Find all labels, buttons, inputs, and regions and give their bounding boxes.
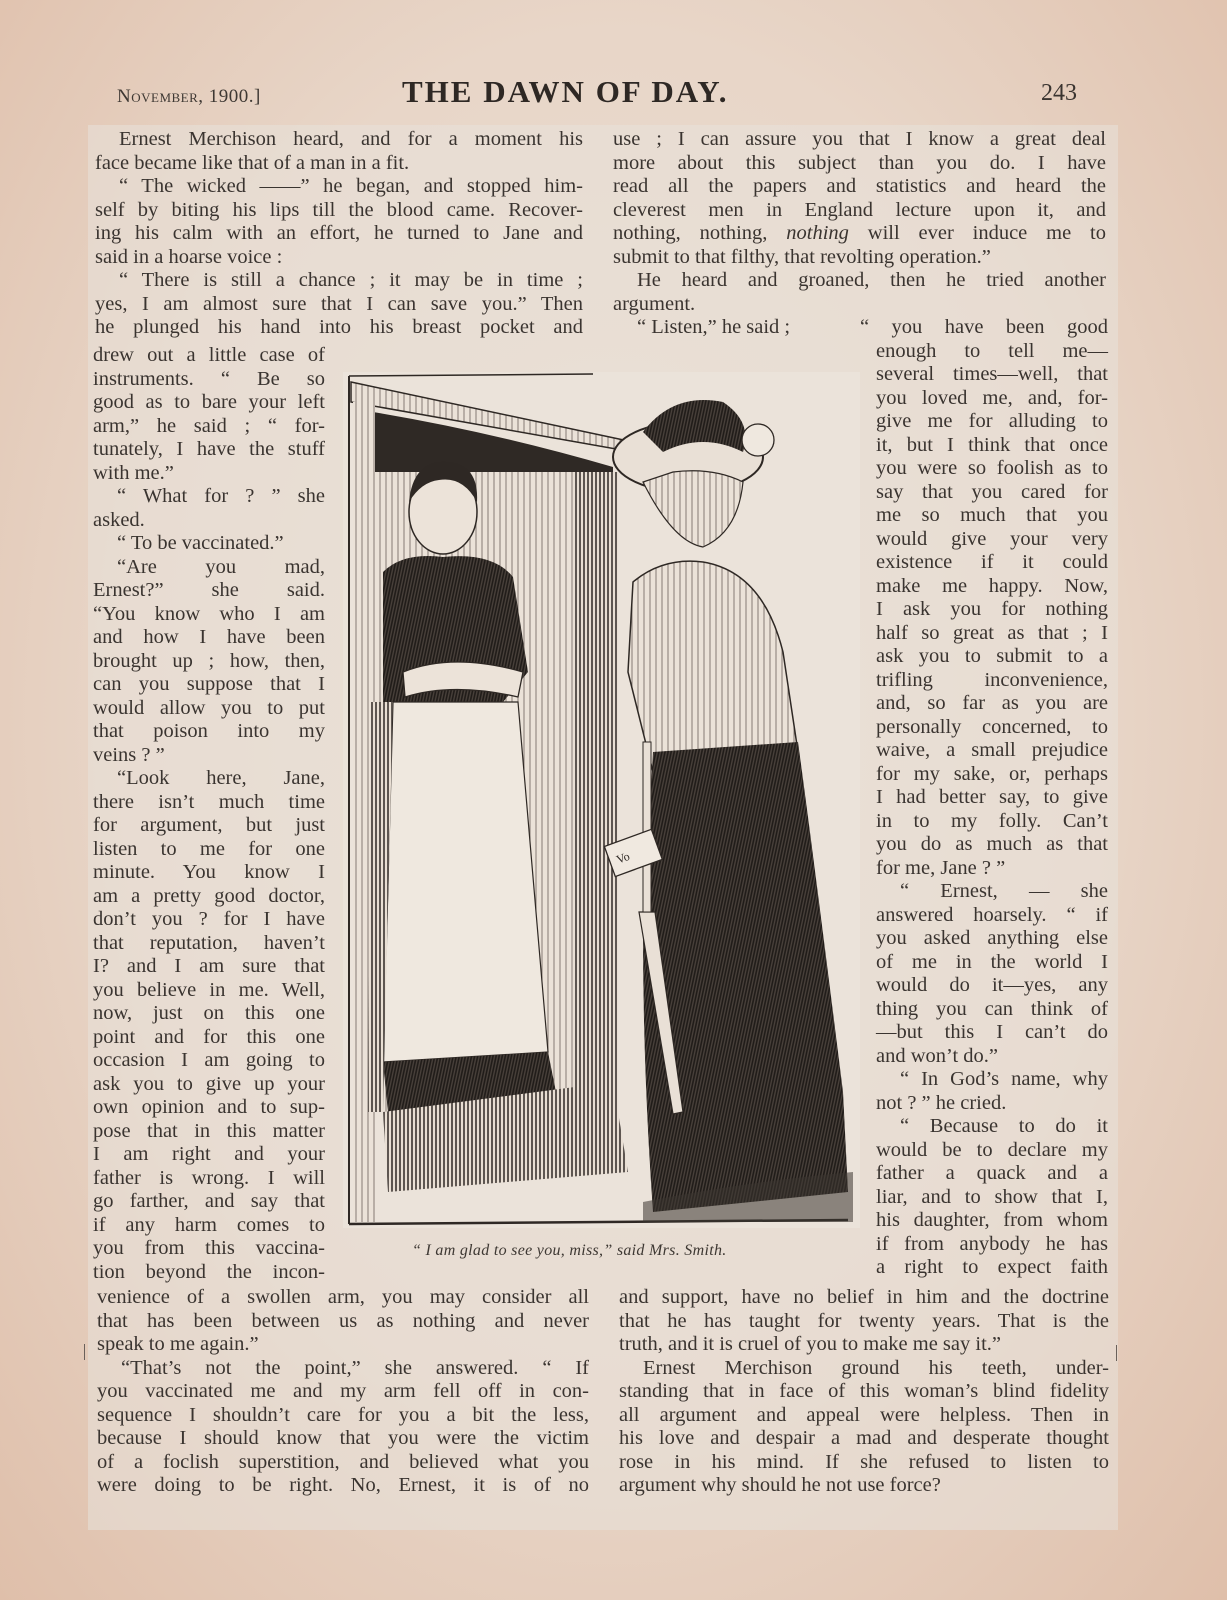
text-line: you asked anything else [876, 927, 1108, 949]
text-line: good as to bare your left [93, 391, 325, 413]
text-line: for argument, but just [93, 814, 325, 836]
text-line: drew out a little case of [93, 344, 325, 366]
text-line: you were so foolish as to [876, 457, 1108, 479]
text-line: Ernest Merchison heard, and for a moment his [119, 128, 583, 150]
text-line: it, but I think that once [876, 433, 1108, 456]
text-line: face became like that of a man in a fit. [95, 151, 410, 174]
text-line: listen to me for one [93, 837, 325, 860]
text-line: ing his calm with an effort, he turned to Jane and [95, 222, 583, 244]
text-line: and how I have been [93, 626, 325, 648]
text-line: “ The wicked ——” he began, and stopped him- [119, 175, 583, 197]
text-line: venience of a swollen arm, you may consider all [97, 1286, 589, 1308]
text-line: of me in the world I [876, 950, 1108, 973]
text-line: can you suppose that I [93, 673, 325, 695]
left-column-bottom [97, 1286, 589, 1498]
text-line: tunately, I have the stuff [93, 438, 325, 460]
text-line: several times—well, that [876, 363, 1108, 385]
text-line: that poison into my [93, 720, 325, 742]
text-line: “ Because to do it [900, 1115, 1108, 1137]
text-line: existence if it could [876, 551, 1108, 573]
text-line: for my sake, or, perhaps [876, 762, 1108, 785]
text-line: if any harm comes to [93, 1213, 325, 1236]
text-line: tion beyond the incon- [93, 1260, 325, 1283]
text-line: and, so far as you are [876, 692, 1108, 714]
text-line: if from anybody he has [876, 1232, 1108, 1255]
text-line: would be to declare my [876, 1138, 1108, 1161]
text-line: don’t you ? for I have [93, 908, 325, 930]
text-line: trifling inconvenience, [876, 668, 1108, 691]
text-line: for me, Jane ? ” [876, 856, 1006, 879]
text-line: asked. [93, 508, 145, 531]
text-line: speak to me again.” [97, 1333, 259, 1355]
text-line: father is wrong. I will [93, 1166, 325, 1189]
text-line: in to my folly. Can’t [876, 809, 1108, 832]
text-line: standing that in face of this woman’s blind fidelity [619, 1380, 1109, 1402]
text-line: his love and despair a mad and desperate thought [619, 1427, 1109, 1449]
text-line: with me.” [93, 461, 174, 484]
left-column-narrow [93, 344, 325, 1284]
text-line: I ask you for nothing [876, 598, 1108, 620]
text-line: “Are you mad, [117, 555, 325, 578]
text-line: “Look here, Jane, [117, 767, 325, 789]
text-line: “ To be vaccinated.” [117, 532, 284, 554]
text-line: there isn’t much time [93, 790, 325, 813]
text-line: submit to that filthy, that revolting operation.” [613, 245, 991, 268]
text-line: “ you have been good [860, 316, 1108, 338]
text-line: “ What for ? ” she [117, 485, 325, 507]
text-line: answered hoarsely. “ if [876, 903, 1108, 926]
text-line: and won’t do.” [876, 1044, 999, 1067]
envelope-mark: Vo [614, 848, 632, 867]
text-line: yes, I am almost sure that I can save you.” Then [95, 292, 583, 315]
text-line: all argument and appeal were helpless. Then in [619, 1403, 1109, 1426]
margin-mark [1116, 1345, 1117, 1361]
issue-date: November, 1900.] [117, 86, 261, 107]
text-line: minute. You know I [93, 861, 325, 883]
text-line: arm,” he said ; “ for- [93, 414, 325, 437]
illustration-drawing [343, 372, 860, 1228]
text-line: his daughter, from whom [876, 1209, 1108, 1231]
text-line: self by biting his lips till the blood came. Recover- [95, 198, 583, 221]
text-line: you from this vaccina- [93, 1237, 325, 1259]
text-line: would give your very [876, 527, 1108, 550]
text-line: father a quack and a [876, 1162, 1108, 1184]
emphasis-nothing: nothing [786, 222, 849, 244]
text-line: you believe in me. Well, [93, 978, 325, 1001]
text-line: waive, a small prejudice [876, 739, 1108, 761]
text-line: liar, and to show that I, [876, 1185, 1108, 1208]
text-line: because I should know that you were the victim [97, 1427, 589, 1449]
text-line: argument. [613, 292, 696, 315]
text-line: not ? ” he cried. [876, 1091, 1007, 1114]
text-fragment: nothing, nothing, [613, 222, 787, 244]
text-line: I? and I am sure that [93, 955, 325, 977]
text-line: —but this I can’t do [876, 1021, 1108, 1043]
text-line: he plunged his hand into his breast pocket and [95, 316, 583, 338]
text-line: “ There is still a chance ; it may be in time ; [119, 269, 583, 291]
text-line: sequence I shouldn’t care for you a bit the less, [97, 1403, 589, 1426]
text-line: am a pretty good doctor, [93, 884, 325, 907]
text-line: that he has taught for twenty years. That is the [619, 1309, 1109, 1332]
text-line: Ernest Merchison ground his teeth, under- [643, 1356, 1109, 1379]
text-line: that reputation, haven’t [93, 931, 325, 954]
text-line: occasion I am going to [93, 1049, 325, 1071]
text-line: said in a hoarse voice : [95, 245, 283, 268]
text-line: rose in his mind. If she refused to listen to [619, 1450, 1109, 1473]
text-line: argument why should he not use force? [619, 1474, 941, 1496]
text-line: use ; I can assure you that I know a great deal [613, 128, 1106, 150]
text-line: you loved me, and, for- [876, 386, 1108, 409]
text-line: personally concerned, to [876, 715, 1108, 738]
text-line: now, just on this one [93, 1002, 325, 1024]
text-line: a right to expect faith [876, 1256, 1108, 1278]
text-line: “ Ernest, — she [900, 880, 1108, 902]
illustration-caption: “ I am glad to see you, miss,” said Mrs. Smith. [412, 1242, 727, 1259]
text-line: cleverest men in England lecture upon it, and [613, 198, 1106, 221]
text-line: thing you can think of [876, 997, 1108, 1020]
right-column-top [613, 128, 1106, 340]
text-line: were doing to be right. No, Ernest, it is of no [97, 1474, 589, 1496]
text-line: veins ? ” [93, 743, 165, 766]
text-fragment: will ever induce me to [848, 222, 1106, 244]
text-line: would do it—yes, any [876, 974, 1108, 996]
text-line: Ernest?” she said. [93, 579, 325, 601]
engraving-illustration [343, 372, 860, 1228]
text-line: and support, have no belief in him and the doctrine [619, 1286, 1109, 1308]
text-line: give me for alluding to [876, 410, 1108, 432]
text-line: “ In God’s name, why [900, 1068, 1108, 1090]
text-line: “ Listen,” he said ; [637, 316, 791, 338]
right-column-bottom [619, 1286, 1109, 1498]
text-line: make me happy. Now, [876, 574, 1108, 597]
text-line: ask you to submit to a [876, 645, 1108, 667]
text-line: “You know who I am [93, 602, 325, 625]
right-column-narrow [860, 316, 1108, 1280]
text-line: of a foclish superstition, and believed what you [97, 1450, 589, 1473]
text-line: you vaccinated me and my arm fell off in con- [97, 1380, 589, 1402]
left-column-top [95, 128, 583, 340]
text-line: more about this subject than you do. I have [613, 151, 1106, 174]
text-line: that has been between us as nothing and never [97, 1309, 589, 1332]
text-line [613, 222, 1106, 246]
text-line: brought up ; how, then, [93, 649, 325, 672]
text-line: “That’s not the point,” she answered. “ If [121, 1356, 589, 1379]
text-line: I had better say, to give [876, 786, 1108, 808]
text-line: He heard and groaned, then he tried another [637, 269, 1106, 291]
margin-mark [84, 1344, 85, 1360]
text-line: instruments. “ Be so [93, 367, 325, 390]
text-line: own opinion and to sup- [93, 1096, 325, 1118]
text-line: ask you to give up your [93, 1072, 325, 1095]
text-line: go farther, and say that [93, 1190, 325, 1212]
text-line: half so great as that ; I [876, 621, 1108, 644]
text-line: would allow you to put [93, 696, 325, 719]
text-line: point and for this one [93, 1025, 325, 1048]
text-line: pose that in this matter [93, 1119, 325, 1142]
running-header [117, 74, 1097, 114]
text-line: truth, and it is cruel of you to make me say it.” [619, 1333, 1002, 1355]
text-line: read all the papers and statistics and heard the [613, 175, 1106, 197]
text-line: you do as much as that [876, 833, 1108, 855]
magazine-title: THE DAWN OF DAY. [402, 74, 729, 109]
text-line: I am right and your [93, 1143, 325, 1165]
page-number: 243 [1041, 80, 1077, 106]
text-line: enough to tell me— [876, 339, 1108, 362]
text-line: say that you cared for [876, 480, 1108, 503]
text-line: me so much that you [876, 504, 1108, 526]
